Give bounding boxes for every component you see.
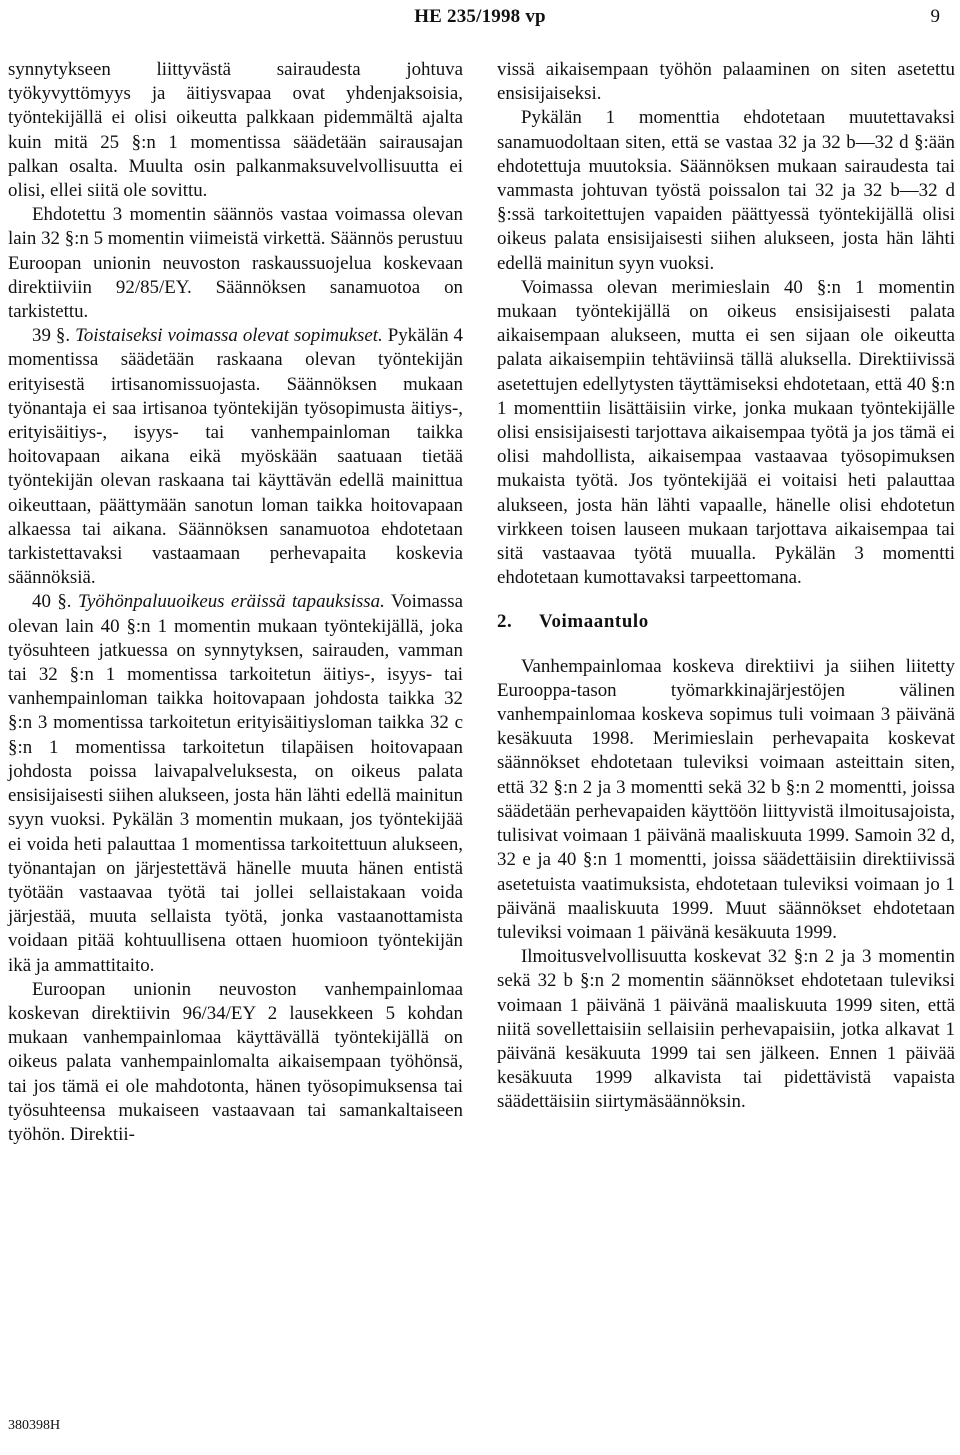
paragraph: Pykälän 1 momenttia ehdotetaan muutettavaksi sanamuodoltaan siten, että se vastaa 32 ja 32 b—32 d §:ään ehdotettuja muutoksia. Säännöksen mukaan sairaudesta tai vammasta johtuvan työstä poissalon tai 32 ja 32 b—32 d §:ssä tarkoitettujen vapaiden päättyessä työntekijällä olisi oikeus palata ensisijaisesti siihen alukseen, josta hän lähti edellä mainitun syyn vuoksi.	[497, 107, 955, 274]
page-number: 9	[930, 6, 940, 27]
section-heading	[497, 610, 955, 634]
section-40-paragraph	[8, 590, 463, 977]
paragraph: Euroopan unionin neuvoston vanhempainlomaa koskevan direktiivin 96/34/EY 2 lausekkeen 5 kohdan mukaan vanhempainlomaa käyttävällä työntekijällä on oikeus palata vanhempainlomalta aikaisempaan työhönsä, tai jos tämä ei ole mahdotonta, hänen työsopimuksensa tai työsuhteensa mukaiseen vastaavaan tai samankaltaiseen työhön. Direktii-	[8, 978, 463, 1145]
paragraph: Ehdotettu 3 momentin säännös vastaa voimassa olevan lain 32 §:n 5 momentin viimeistä virkettä. Säännös perustuu Euroopan unionin neuvoston raskaussuojelua koskevaan direktiiviin 92/85/EY. Säännöksen sanamuotoa on tarkistettu.	[8, 204, 463, 323]
section-title: Toistaiseksi voimassa olevat sopimukset.	[75, 325, 383, 347]
paragraph: Vanhempainlomaa koskeva direktiivi ja siihen liitetty Eurooppa-tason työmarkkinajärjestöjen välinen vanhempainlomaa koskeva sopimus tuli voimaan 3 päivänä kesäkuuta 1998. Merimieslain perhevapaita koskevat säännökset ehdotetaan tuleviksi voimaan asteittain siten, että 32 §:n 2 ja 3 momentti sekä 32 b §:n 2 momentti, joissa säädetään perhevapaiden käyttöön liittyvistä ilmoitusajoista, tulisivat voimaan 1 päivänä maaliskuuta 1999. Samoin 32 d, 32 e ja 40 §:n 1 momentti, joissa säädettäisiin direktiivissä asetetuista vaatimuksista, ehdotetaan tuleviksi voimaan jo 1 päivänä maaliskuuta 1999. Muut säännökset ehdotetaan tuleviksi voimaan 1 päivänä kesäkuuta 1999.	[497, 655, 955, 943]
section-title: Työhönpaluuoikeus eräissä tapauksissa.	[77, 591, 385, 613]
paragraph: synnytykseen liittyvästä sairaudesta johtuva työkyvyttömyys ja äitiysvapaa ovat yhdenjaksoisia, työntekijällä ei olisi oikeutta palkkaan pidemmältä ajalta kuin mitä 25 §:n 1 momentissa säädetään sairausajan palkan osalta. Muulta osin palkanmaksuvelvollisuutta ei olisi, ellei siitä ole sovittu.	[8, 59, 463, 202]
page-header	[0, 6, 960, 30]
footer-code: 380398H	[8, 1418, 61, 1433]
paragraph: vissä aikaisempaan työhön palaaminen on siten asetettu ensisijaiseksi.	[497, 59, 955, 105]
section-body: Voimassa olevan lain 40 §:n 1 momentin mukaan työntekijällä, joka työsuhteen jatkuessa on synnytyksen, sairauden, vamman tai 32 §:n 1 momentissa tarkoitetun äitiys-, isyys- tai vanhempainloman taikka hoitovapaan johdosta taikka 32 §:n 3 momentissa tarkoitetun erityisäitiysloman taikka 32 c §:n 1 momentissa tarkoitetun tilapäisen hoitovapaan johdosta poissa laivapalveluksesta, on oikeus palata ensisijaisesti siihen alukseen, josta hän lähti edellä mainitun syyn vuoksi. Pykälän 3 momentin mukaan, jos työntekijää ei voida heti palauttaa 1 momentissa tarkoitettuun alukseen, työnantajan on järjestettävä hänelle muuta hänen entistä työtään vastaavaa työtä tai jollei sellaistakaan voida järjestää, muuta sellaista työtä, jonka vastaanottamista voidaan pitää kohtuullisena ottaen huomioon työntekijän ikä ja ammattitaito.	[8, 591, 463, 976]
section-39-paragraph	[8, 324, 463, 590]
section-heading-title: Voimaantulo	[539, 611, 649, 633]
section-number: 39 §.	[32, 325, 71, 347]
paragraph: Voimassa olevan merimieslain 40 §:n 1 momentin mukaan työntekijällä on oikeus ensisijaisesti palata aikaisempaan alukseen, mutta ei sen sijaan ole oikeutta palata aikaisempiin tehtäviinsä tällä aluksella. Direktiivissä asetettujen edellytysten täyttämiseksi ehdotetaan, että 40 §:n 1 momenttiin lisättäisiin virke, jonka mukaan työntekijälle olisi ensisijaisesti tarjottava aikaisempaa työtä ja jos tämä ei olisi mahdollista, aikaisempaa vastaavaa työsopimuksen mukaista työtä. Jos työntekijää ei voitaisi heti palauttaa alukseen, josta hän lähti vapaalle, hänelle olisi ehdotetun virkkeen toisen lauseen mukaan tarjottava aikaisempaa tai sitä vastaavaa työtä muualla. Pykälän 3 momentti ehdotetaan kumottavaksi tarpeettomana.	[497, 276, 955, 589]
left-column	[8, 58, 463, 1147]
section-number: 40 §.	[32, 591, 72, 613]
right-column	[497, 58, 955, 1115]
section-heading-number: 2.	[497, 611, 513, 633]
section-body: Pykälän 4 momentissa säädetään raskaana olevan työntekijän erityisestä irtisanomissuojasta. Säännöksen mukaan työnantaja ei saa irtisanoa työntekijän työsopimusta äitiys-, erityisäitiys-, isyys- tai vanhempainloman taikka hoitovapaan aikana eikä myöskään saatuaan tietää työntekijän olevan raskaana tai käyttävän edellä mainittua oikeuttaan, päättymään sanotun loman taikka hoitovapaan alkaessa tai aikana. Säännöksen sanamuotoa ehdotetaan tarkistettavaksi vastaamaan perhevapaita koskevia säännöksiä.	[8, 325, 463, 589]
document-id: HE 235/1998 vp	[414, 6, 546, 27]
paragraph: Ilmoitusvelvollisuutta koskevat 32 §:n 2 ja 3 momentin sekä 32 b §:n 2 momentin säännökset ehdotetaan tuleviksi voimaan 1 päivänä 1 päivänä maaliskuuta 1999 siten, että niitä sovellettaisiin sellaisiin perhevapaisiin, jotka alkavat 1 päivänä kesäkuuta 1999 tai sen jälkeen. Ennen 1 päivää kesäkuuta 1999 alkavista tai pidettävistä vapaista säädettäisiin siirtymäsäännöksin.	[497, 946, 955, 1113]
